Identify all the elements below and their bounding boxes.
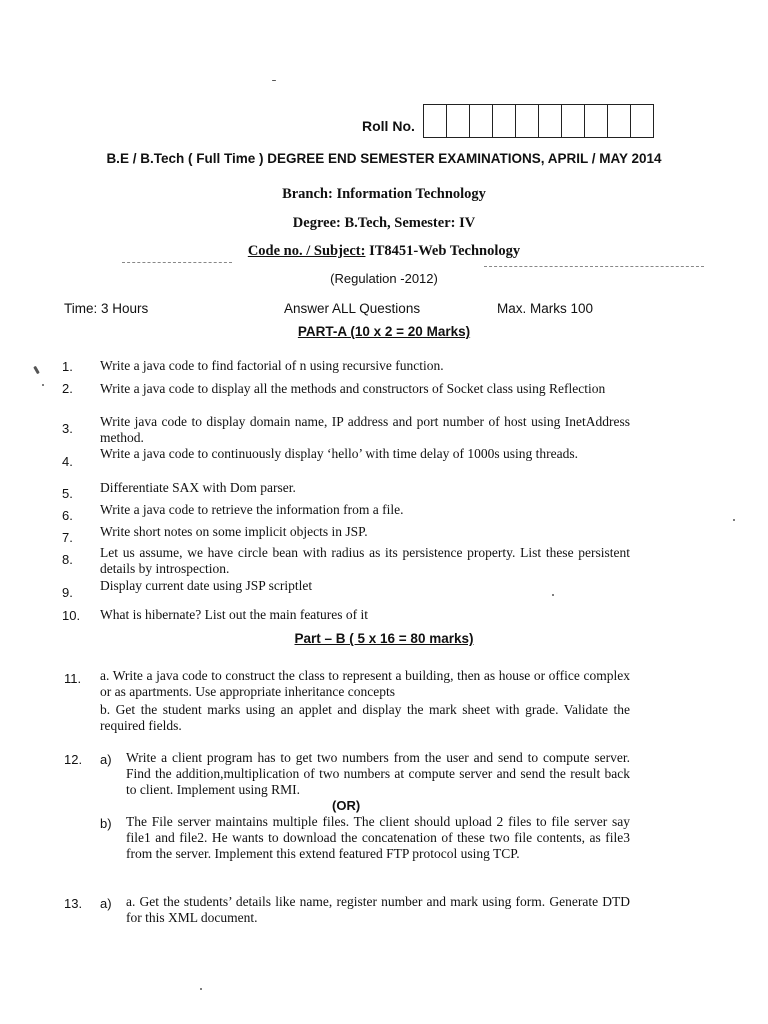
question-number: 4. xyxy=(62,454,73,469)
question-11-part-a: a. Write a java code to construct the class to represent a building, then as house or office complex or as apartments. Use appropriate inheritance concepts xyxy=(100,668,630,699)
question-text: Write a java code to display all the methods and constructors of Socket class using Reflection xyxy=(100,381,606,396)
question-text: Let us assume, we have circle bean with radius as its persistence property. List these persistent details by introspection. xyxy=(100,545,630,576)
question-text: What is hibernate? List out the main features of it xyxy=(100,607,369,622)
question-number: 12. xyxy=(64,752,83,767)
part-a-title: PART-A (10 x 2 = 20 Marks) xyxy=(297,324,471,339)
question-text: Write a java code to find factorial of n using recursive function. xyxy=(100,358,444,373)
question-number: 7. xyxy=(62,530,73,545)
scan-speck xyxy=(33,366,40,374)
exam-title: B.E / B.Tech ( Full Time ) DEGREE END SEMESTER EXAMINATIONS, APRIL / MAY 2014 xyxy=(106,151,662,166)
question-number: 11. xyxy=(64,671,82,686)
degree-line: Degree: B.Tech, Semester: IV xyxy=(292,215,476,231)
scan-speck xyxy=(733,519,735,521)
question-number: 8. xyxy=(62,552,73,567)
roll-number-boxes xyxy=(423,104,654,138)
roll-number-box xyxy=(516,105,539,137)
question-number: 9. xyxy=(62,585,73,600)
question-text: Write short notes on some implicit objects in JSP. xyxy=(100,524,368,539)
roll-number-box xyxy=(585,105,608,137)
question-12-option-a: Write a client program has to get two numbers from the user and send to compute server. Find the addition,multiplication of two numbers at compute server and send the result back to client. Implement using RMI. xyxy=(126,750,630,797)
branch-line: Branch: Information Technology xyxy=(282,186,486,202)
roll-number-box xyxy=(539,105,562,137)
roll-number-box xyxy=(424,105,447,137)
question-number: 13. xyxy=(64,896,83,911)
question-number: 10. xyxy=(62,608,81,623)
part-b-title: Part – B ( 5 x 16 = 80 marks) xyxy=(294,631,474,646)
option-label: a) xyxy=(100,896,112,911)
exam-duration: Time: 3 Hours xyxy=(64,301,149,316)
scan-speck xyxy=(42,384,44,386)
regulation-line: (Regulation -2012) xyxy=(330,271,438,286)
question-11-part-b: b. Get the student marks using an applet and display the mark sheet with grade. Validate the required fields. xyxy=(100,702,630,733)
scan-speck xyxy=(200,988,202,990)
question-number: 5. xyxy=(62,486,73,501)
question-number: 6. xyxy=(62,508,73,523)
subject-code-name: IT8451-Web Technology xyxy=(365,243,521,259)
question-number: 1. xyxy=(62,359,73,374)
roll-number-box xyxy=(631,105,653,137)
question-12-option-b: The File server maintains multiple files. The client should upload 2 files to file server say file1 and file2. He wants to download the concatenation of these two file contents, as file3 from the server. Implement this extend featured FTP protocol using TCP. xyxy=(126,814,630,861)
question-text: Write a java code to continuously display ‘hello’ with time delay of 1000s using threads. xyxy=(100,446,578,461)
question-number: 3. xyxy=(62,421,73,436)
exam-instruction: Answer ALL Questions xyxy=(284,301,421,316)
roll-number-box xyxy=(447,105,470,137)
subject-code-line xyxy=(30,243,738,260)
roll-number-box xyxy=(493,105,516,137)
roll-number-box xyxy=(562,105,585,137)
roll-number-label: Roll No. xyxy=(362,118,415,134)
option-label: b) xyxy=(100,816,112,831)
question-text: Display current date using JSP scriptlet xyxy=(100,578,313,593)
dashed-rule xyxy=(484,266,704,267)
or-separator: (OR) xyxy=(332,798,361,813)
scan-speck xyxy=(552,594,554,596)
scan-speck xyxy=(272,80,276,81)
question-text: Write java code to display domain name, IP address and port number of host using InetAddress method. xyxy=(100,414,630,445)
subject-code-prefix: Code no. / Subject: xyxy=(247,243,366,259)
roll-number-box xyxy=(608,105,631,137)
question-text: Differentiate SAX with Dom parser. xyxy=(100,480,296,495)
question-text: Write a java code to retrieve the information from a file. xyxy=(100,502,404,517)
option-label: a) xyxy=(100,752,112,767)
roll-number-box xyxy=(470,105,493,137)
question-13-option-a: a. Get the students’ details like name, register number and mark using form. Generate DTD for this XML document. xyxy=(126,894,630,925)
dashed-rule xyxy=(122,262,232,263)
max-marks: Max. Marks 100 xyxy=(497,301,594,316)
question-number: 2. xyxy=(62,381,73,396)
